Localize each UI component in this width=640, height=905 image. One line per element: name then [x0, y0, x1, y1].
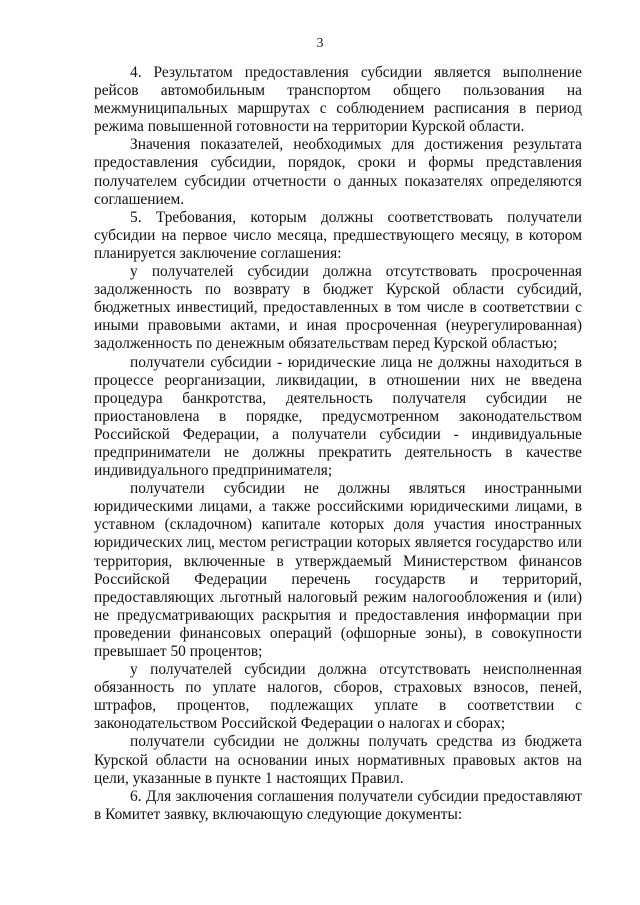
paragraph-no-foreign-entities: получатели субсидии не должны являться иностранными юридическими лицами, а также российскими юридическими лицами, в уставном (складочном) капитале которых доля участия иностранных юридических лиц, местом регистрации которых является государство или территория, включенные в утверждаемый Министерством финансов Российской Федерации перечень государств и территорий, предоставляющих льготный налоговый режим налогообложения и (или) не предусматривающих раскрытия и предоставления информации при проведении финансовых операций (офшорные зоны), в совокупности превышает 50 процентов; [94, 480, 582, 660]
paragraph-no-overdue-debt: у получателей субсидии должна отсутствовать просроченная задолженность по возврату в бюджет Курской области субсидий, бюджетных инвестиций, предоставленных в том числе в соответствии с иными правовыми актами, и иная просроченная (неурегулированная) задолженность по денежным обязательствам перед Курской областью; [94, 263, 582, 353]
paragraph-requirements: 5. Требования, которым должны соответствовать получатели субсидии на первое число месяца, предшествующего месяцу, в котором планируется заключение соглашения: [94, 208, 582, 262]
paragraph-no-other-budget-funds: получатели субсидии не должны получать средства из бюджета Курской области на основании иных нормативных правовых актов на цели, указанные в пункте 1 настоящих Правил. [94, 733, 582, 787]
paragraph-result-of-subsidy: 4. Результатом предоставления субсидии является выполнение рейсов автомобильным транспортом общего пользования на межмуниципальных маршрутах с соблюдением расписания в период режима повышенной готовности на территории Курской области. [94, 64, 582, 136]
document-body [94, 64, 582, 824]
page-number: 3 [316, 36, 324, 51]
paragraph-no-reorganization: получатели субсидии - юридические лица не должны находиться в процессе реорганизации, ликвидации, в отношении них не введена процедура банкротства, деятельность получателя субсидии не приостановлена в порядке, предусмотренном законодательством Российской Федерации, а получатели субсидии - индивидуальные предприниматели не должны прекратить деятельность в качестве индивидуального предпринимателя; [94, 353, 582, 480]
paragraph-no-unpaid-taxes: у получателей субсидии должна отсутствовать неисполненная обязанность по уплате налогов, сборов, страховых взносов, пеней, штрафов, процентов, подлежащих уплате в соответствии с законодательством Российской Федерации о налогах и сборах; [94, 661, 582, 733]
paragraph-indicator-values: Значения показателей, необходимых для достижения результата предоставления субсидии, порядок, сроки и формы представления получателем субсидии отчетности о данных показателях определяются соглашением. [94, 136, 582, 208]
paragraph-application-documents: 6. Для заключения соглашения получатели субсидии предоставляют в Комитет заявку, включающую следующие документы: [94, 787, 582, 823]
